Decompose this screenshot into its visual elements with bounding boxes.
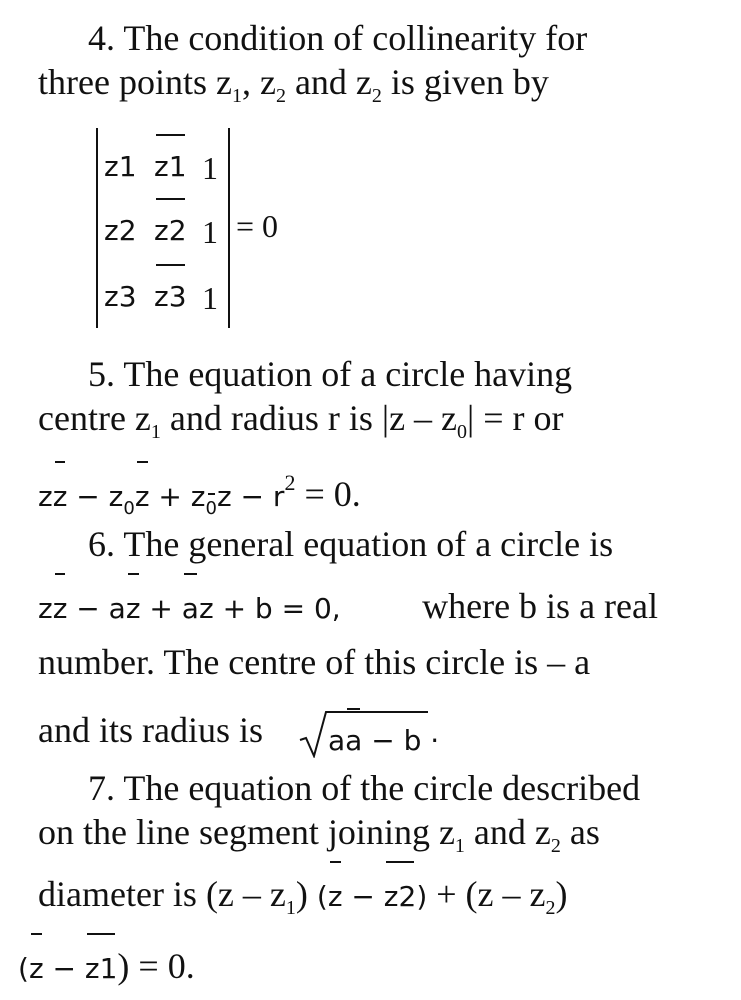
eq2-t3-conjugate: z bbox=[126, 589, 141, 629]
item7-l3-end: ) bbox=[555, 874, 568, 914]
item7-line3 bbox=[38, 874, 568, 917]
item4-sub-2: 2 bbox=[275, 85, 286, 107]
item7-sub-2: 2 bbox=[550, 835, 561, 857]
item7-l3-plus: + (z – z bbox=[427, 874, 546, 914]
item5-line1-text: 5. The equation of a circle having bbox=[88, 354, 573, 394]
item5-sub-1: 1 bbox=[150, 421, 161, 443]
eq1-t4: + z bbox=[149, 480, 206, 513]
item7-l4-open: ( bbox=[18, 952, 29, 985]
det-r3-c2-conjugate: z3 bbox=[154, 280, 187, 313]
item6-line3 bbox=[38, 642, 658, 682]
item5-line2 bbox=[38, 398, 564, 443]
eq1-t2: − z bbox=[67, 480, 124, 513]
item7-l4-minus: − bbox=[43, 952, 85, 985]
item7-conjugate-group: (z − z2) bbox=[317, 880, 427, 913]
item7-l3-sub1: 1 bbox=[285, 897, 296, 919]
eq2-t4: + bbox=[140, 592, 182, 625]
item4-line1-text: 4. The condition of collinearity for bbox=[88, 18, 588, 58]
item7-text-c: as bbox=[560, 812, 600, 852]
item5-sub-0: 0 bbox=[457, 421, 468, 443]
eq1-t5: z bbox=[216, 480, 232, 513]
radical-body bbox=[328, 724, 439, 757]
item4-line2 bbox=[38, 62, 549, 107]
det-r1-c3: 1 bbox=[202, 150, 218, 186]
eq1-t6: − r bbox=[231, 480, 285, 513]
item6-line2 bbox=[38, 586, 658, 629]
collinearity-determinant bbox=[96, 128, 230, 328]
item7-l3-a: diameter is (z – z bbox=[38, 874, 286, 914]
det-r1-c2-conjugate: z1 bbox=[154, 150, 187, 183]
item4-line1 bbox=[88, 18, 658, 58]
eq1-t2-sub: 0 bbox=[123, 498, 135, 519]
item5-text-c: | = r or bbox=[467, 398, 564, 438]
item5-line1 bbox=[88, 354, 658, 394]
det-equals-zero: = 0 bbox=[236, 208, 279, 244]
item7-l4-z-conjugate: z bbox=[29, 949, 44, 989]
item7-line1 bbox=[88, 768, 658, 808]
item6-line2-text: where b is a real bbox=[422, 586, 658, 626]
item6-line4-text: and its radius is bbox=[38, 710, 263, 750]
eq1-t7: = 0. bbox=[295, 474, 361, 514]
circle-equation-1: zz − $z_0z + z_0z - r^2 = 0$. bbox=[38, 470, 361, 519]
item5-text-b: and radius r is |z – z bbox=[160, 398, 458, 438]
item6-line1-text: 6. The general equation of a circle is bbox=[88, 524, 614, 564]
item6-line1 bbox=[88, 524, 658, 564]
item6-line3-text: number. The centre of this circle is – a bbox=[38, 642, 591, 682]
item4-sub-3: 2 bbox=[371, 85, 382, 107]
det-r3-c1: z3 bbox=[104, 280, 137, 313]
item4-sub-1: 1 bbox=[231, 85, 242, 107]
det-r1-c1: z1 bbox=[104, 150, 137, 183]
item4-text-b: , z bbox=[241, 62, 276, 102]
eq1-t3-conjugate: z bbox=[135, 477, 150, 517]
radical-a-conjugate: a bbox=[345, 724, 363, 757]
eq1-t6-sup: 2 bbox=[284, 470, 296, 495]
det-r3-c3: 1 bbox=[202, 280, 218, 316]
item7-text-b: and z bbox=[464, 812, 551, 852]
det-r2-c3: 1 bbox=[202, 214, 218, 250]
radical-dot: · bbox=[430, 724, 440, 757]
item4-text-d: is given by bbox=[381, 62, 549, 102]
item5-text-a: centre z bbox=[38, 398, 151, 438]
eq2-t6: z + b = 0, bbox=[198, 592, 341, 625]
radical-minus-b: − b bbox=[362, 724, 422, 757]
det-r2-c2-conjugate: z2 bbox=[154, 214, 187, 247]
item7-l4-end: ) = 0. bbox=[117, 946, 195, 986]
item7-l3-close: ) bbox=[295, 874, 308, 914]
eq2-t5-conjugate: a bbox=[182, 589, 199, 629]
item7-sub-1: 1 bbox=[454, 835, 465, 857]
item4-text-a: three points z bbox=[38, 62, 232, 102]
det-r2-c1: z2 bbox=[104, 214, 137, 247]
eq2-t2: − a bbox=[67, 592, 126, 625]
item7-line2 bbox=[38, 812, 600, 857]
item7-line4 bbox=[18, 946, 195, 989]
item6-line4 bbox=[38, 710, 263, 750]
radical-a: a bbox=[328, 724, 346, 757]
circle-equation-2: zz − az + az + b = 0, bbox=[38, 586, 341, 629]
eq1-zz: zz bbox=[38, 480, 67, 513]
item7-l4-z1-conjugate: z1 bbox=[85, 949, 118, 989]
item4-text-c: and z bbox=[285, 62, 372, 102]
item7-line1-text: 7. The equation of the circle described bbox=[88, 768, 641, 808]
item7-text-a: on the line segment joining z bbox=[38, 812, 455, 852]
item7-l3-sub2: 2 bbox=[545, 897, 556, 919]
